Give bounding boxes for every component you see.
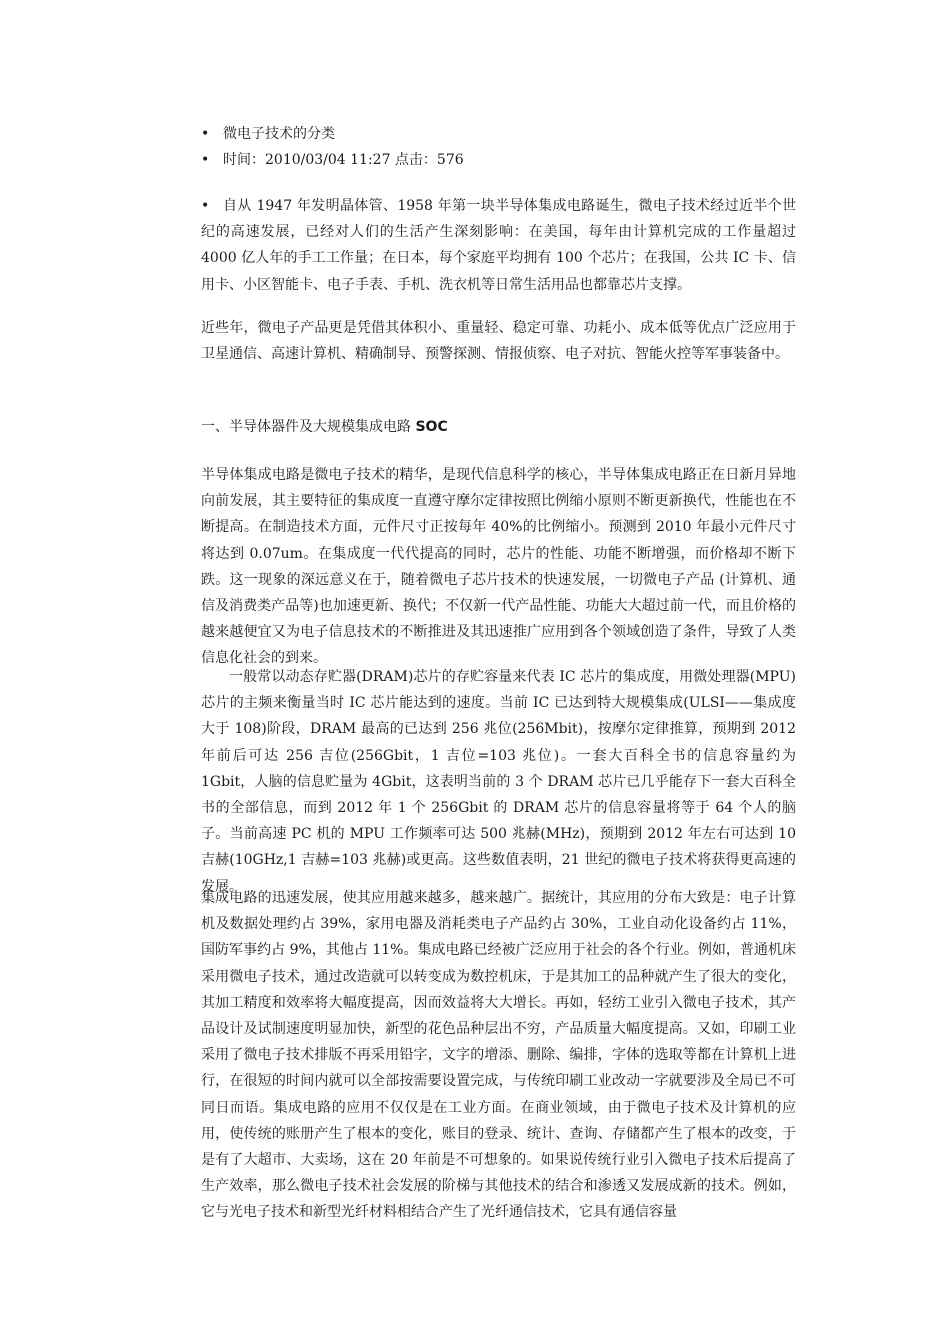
article-info: 时间：2010/03/04 11:27 点击：576: [223, 152, 464, 168]
bullet-icon: •: [201, 198, 210, 214]
intro-list-item: [201, 193, 796, 298]
paragraph-dram-mpu: 一般常以动态存贮器(DRAM)芯片的存贮容量来代表 IC 芯片的集成度，用微处理器(MPU)芯片的主频来衡量当时 IC 芯片能达到的速度。当前 IC 已达到特大规模集成(ULSI——集成度大于 108)阶段，DRAM 最高的已达到 256 兆位(256Mbit)，按摩尔定律推算，预期到 2012 年前后可达 256 吉位(256Gbit，1 吉位=103 兆位)。一套大百科全书的信息容量约为 1Gbit，人脑的信息贮量为 4Gbit，这表明当前的 3 个 DRAM 芯片已几乎能存下一套大百科全书的全部信息，而到 2012 年 1 个 256Gbit 的 DRAM 芯片的信息容量将等于 64 个人的脑子。当前高速 PC 机的 MPU 工作频率可达 500 兆赫(MHz)，预期到 2012 年左右可达到 10 吉赫(10GHz,1 吉赫=103 兆赫)或更高。这些数值表明，21 世纪的微电子技术将获得更高速的发展。: [201, 669, 796, 895]
paragraph-applications-distribution: 集成电路的迅速发展，使其应用越来越多，越来越广。据统计，其应用的分布大致是：电子计算机及数据处理约占 39%，家用电器及消耗类电子产品约占 30%，工业自动化设备约占 11%，国防军事约占 9%，其他占 11%。集成电路已经被广泛应用于社会的各个行业。例如，普通机床采用微电子技术，通过改造就可以转变成为数控机床，于是其加工的品种就产生了很大的变化，其加工精度和效率将大幅度提高，因而效益将大大增长。再如，轻纺工业引入微电子技术，其产品设计及试制速度明显加快，新型的花色品种层出不穷，产品质量大幅度提高。又如，印刷工业采用了微电子技术排版不再采用铅字，文字的增添、删除、编排，字体的选取等都在计算机上进行，在很短的时间内就可以全部按需要设置完成，与传统印刷工业改动一字就要涉及全局已不可同日而语。集成电路的应用不仅仅是在工业方面。在商业领域，由于微电子技术及计算机的应用，使传统的账册产生了根本的变化，账目的登录、统计、查询、存储都产生了根本的改变，于是有了大超市、大卖场，这在 20 年前是不可想象的。如果说传统行业引入微电子技术后提高了生产效率，那么微电子技术社会发展的阶梯与其他技术的结合和渗透又发展成新的技术。例如，它与光电子技术和新型光纤材料相结合产生了光纤通信技术，它具有通信容量: [201, 890, 796, 1221]
intro-paragraph: 自从 1947 年发明晶体管、1958 年第一块半导体集成电路诞生，微电子技术经过近半个世纪的高速发展，已经对人们的生活产生深刻影响：在美国，每年由计算机完成的工作量超过 4000 亿人年的手工工作量；在日本，每个家庭平均拥有 100 个芯片；在我国，公共 IC 卡、信用卡、小区智能卡、电子手表、手机、洗衣机等日常生活用品也都靠芯片支撑。: [201, 198, 796, 293]
paragraph-applications: 近些年，微电子产品更是凭借其体积小、重量轻、稳定可靠、功耗小、成本低等优点广泛应用于卫星通信、高速计算机、精确制导、预警探测、情报侦察、电子对抗、智能火控等军事装备中。: [201, 320, 796, 363]
bullet-icon: •: [201, 126, 210, 142]
bullet-icon: •: [201, 152, 210, 168]
section-heading-text: 一、半导体器件及大规模集成电路: [201, 419, 416, 435]
section-heading-bold: SOC: [415, 419, 448, 435]
article-title: 微电子技术的分类: [223, 126, 335, 142]
section-heading: [201, 414, 448, 440]
paragraph-ic-overview: 半导体集成电路是微电子技术的精华，是现代信息科学的核心，半导体集成电路正在日新月异地向前发展，其主要特征的集成度一直遵守摩尔定律按照比例缩小原则不断更新换代，性能也在不断提高。在制造技术方面，元件尺寸正按每年 40%的比例缩小。预测到 2010 年最小元件尺寸将达到 0.07um。在集成度一代代提高的同时，芯片的性能、功能不断增强，而价格却不断下跌。这一现象的深远意义在于，随着微电子芯片技术的快速发展，一切微电子产品 (计算机、通信及消费类产品等)也加速更新、换代；不仅新一代产品性能、功能大大超过前一代，而且价格的越来越便宜又为电子信息技术的不断推进及其迅速推广应用到各个领域创造了条件，导致了人类信息化社会的到来。: [201, 467, 796, 667]
